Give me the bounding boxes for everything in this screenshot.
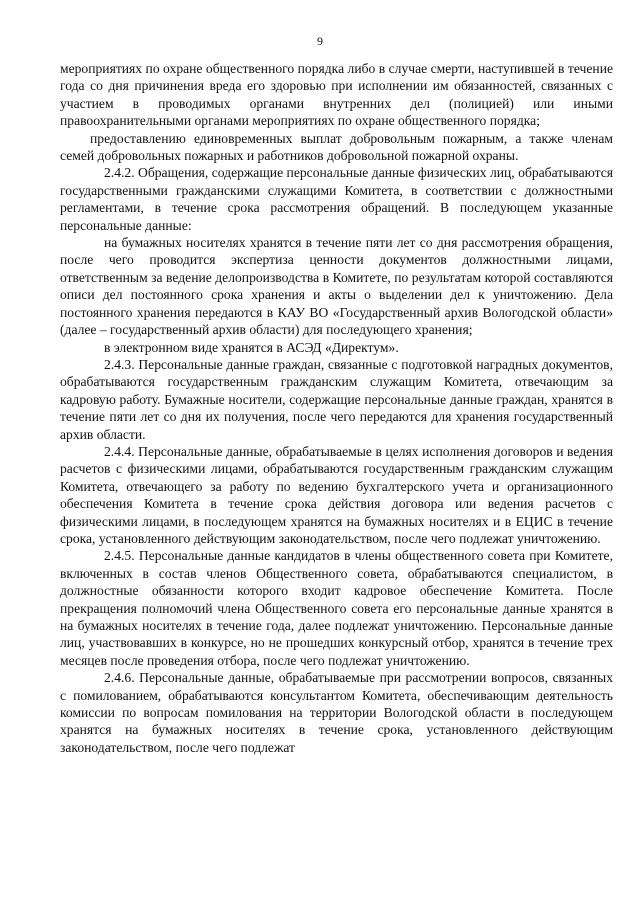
paragraph-2-4-2: 2.4.2. Обращения, содержащие персональные данные физических лиц, обрабатываются государственными гражданскими служащими Комитета, в соответствии с должностными регламентами, в течение срока рассмотрения обращений. В последующем указанные персональные данные: [60,165,613,233]
paragraph-2-4-4: 2.4.4. Персональные данные, обрабатываемые в целях исполнения договоров и ведения расчетов с физическими лицами, обрабатываются государственным гражданским служащим Комитета, отвечающего за работу по ведению бухгалтерского учета и организационного обеспечения Комитета в течение срока действия договора или ведения расчетов с физическими лицами, в последующем хранятся на бумажных носителях и в ЕЦИС в течение срока, установленного действующим законодательством, после чего подлежат уничтожению. [60,443,613,546]
paragraph-2-4-3: 2.4.3. Персональные данные граждан, связанные с подготовкой наградных документов, обрабатываются государственным гражданским служащим Комитета, отвечающим за кадровую работу. Бумажные носители, содержащие персональные данные граждан, хранятся в течение пяти лет со дня их получения, после чего передаются для хранения государственный архив области. [60,356,613,442]
paragraph-2-4-5: 2.4.5. Персональные данные кандидатов в члены общественного совета при Комитете, включенных в состав членов Общественного совета, обрабатываются специалистом, в должностные обязанности которого входит кадровое обеспечение Комитета. После прекращения полномочий члена Общественного совета его персональные данные хранятся в на бумажных носителях в течение года, далее подлежат уничтожению. Персональные данные лиц, участвовавших в конкурсе, но не прошедших конкурсный отбор, хранятся в течение трех месяцев после проведения отбора, после чего подлежат уничтожению. [60,548,613,668]
document-body [60,60,613,756]
paragraph-volunteer-firefighters: предоставлению единовременных выплат добровольным пожарным, а также членам семей добровольных пожарных и работников добровольной пожарной охраны. [60,130,613,164]
paragraph-paper-storage: на бумажных носителях хранятся в течение пяти лет со дня рассмотрения обращения, после чего проводится экспертиза ценности документов должностными лицами, ответственным за ведение делопроизводства в Комитете, по результатам которой составляются описи дел постоянного срока хранения и акты о выделении дел к уничтожению. Дела постоянного хранения передаются в КАУ ВО «Государственный архив Вологодской области» (далее – государственный архив области) для последующего хранения; [60,235,613,338]
paragraph-public-order-continuation: мероприятиях по охране общественного порядка либо в случае смерти, наступившей в течение года со дня причинения вреда его здоровью при исполнении им обязанностей, связанных с участием в проводимых органами внутренних дел (полицией) или иными правоохранительными органами мероприятиях по охране общественного порядка; [60,61,613,129]
page-number: 9 [317,34,323,48]
paragraph-electronic-storage: в электронном виде хранятся в АСЭД «Директум». [104,339,399,355]
paragraph-2-4-6: 2.4.6. Персональные данные, обрабатываемые при рассмотрении вопросов, связанных с помилованием, обрабатываются консультантом Комитета, обеспечивающим деятельность комиссии по вопросам помилования на территории Вологодской области в последующем хранятся на бумажных носителях в течение срока, установленного действующим законодательством, после чего подлежат [60,670,613,755]
